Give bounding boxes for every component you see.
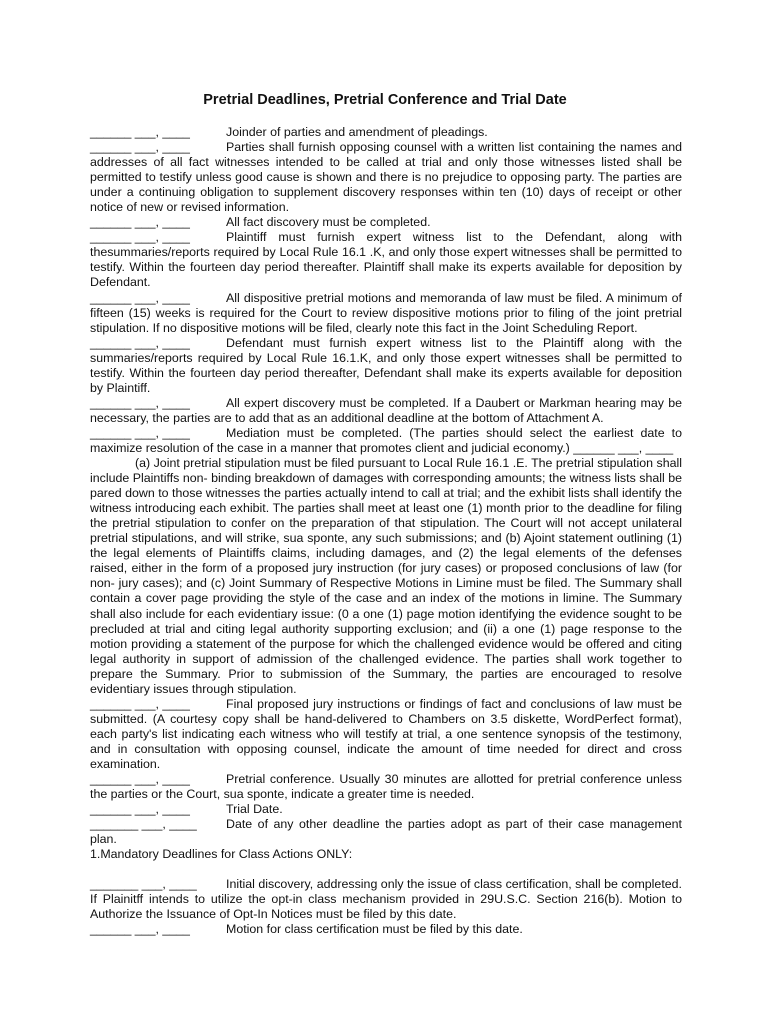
deadline-text: Plaintiff must furnish expert witness list to the Defendant, along with thesummaries/reports required by Local Rule 16.1 .K, and only those expert witnesses shall be permitted to testify. Within the fourteen day period thereafter. Plaintiff shall make its experts available for deposition by Defendant. bbox=[90, 230, 682, 290]
deadline-text: Final proposed jury instructions or findings of fact and conclusions of law must be submitted. (A courtesy copy shall be hand-delivered to Chambers on 3.5 diskette, WordPerfect format), each party's list indicating each witness who will testify at trial, a one sentence synopsis of the testimony, and in consultation with opposing counsel, indicate the amount of time needed for direct and cross examination. bbox=[90, 696, 682, 771]
deadline-entry bbox=[90, 802, 682, 817]
deadline-entry bbox=[90, 817, 682, 847]
blank-line bbox=[90, 862, 682, 877]
deadline-text: Initial discovery, addressing only the issue of class certification, shall be completed. If Plainitff intends to utilize the opt-in class mechanism provided in 29U.S.C. Section 216(b). Motion to Authorize the Issuance of Opt-In Notices must be filed by this date. bbox=[90, 877, 682, 922]
document-body bbox=[90, 125, 682, 937]
deadline-entry bbox=[90, 426, 682, 456]
class-actions-heading: 1.Mandatory Deadlines for Class Actions ONLY: bbox=[90, 847, 353, 862]
deadline-entry bbox=[90, 922, 682, 937]
date-blank: ______ ___, ____ bbox=[90, 230, 190, 245]
deadline-text: Mediation must be completed. (The parties should select the earliest date to maximize resolution of the case in a manner that promotes client and judicial economy.) ______ ___, ____ bbox=[90, 425, 682, 455]
date-blank: ______ ___, ____ bbox=[90, 215, 190, 230]
deadline-text: All dispositive pretrial motions and memoranda of law must be filed. A minimum of fifteen (15) weeks is required for the Court to review dispositive motions prior to filing of the joint pretrial stipulation. If no dispositive motions will be filed, clearly note this fact in the Joint Scheduling Report. bbox=[90, 290, 682, 335]
deadline-entry bbox=[90, 291, 682, 336]
date-blank: ______ ___, ____ bbox=[90, 335, 190, 350]
deadline-text: Pretrial conference. Usually 30 minutes are allotted for pretrial conference unless the parties or the Court, sua sponte, indicate a greater time is needed. bbox=[90, 772, 682, 802]
deadline-entry bbox=[90, 125, 682, 140]
deadline-entry bbox=[90, 215, 682, 230]
deadline-text: Defendant must furnish expert witness list to the Plaintiff along with the summaries/reports required by Local Rule 16.1.K, and only those expert witnesses shall be permitted to testify. Within the fourteen day period thereafter, Defendant shall make its experts available for deposition by Plaintiff. bbox=[90, 335, 682, 395]
deadline-entry bbox=[90, 230, 682, 290]
date-blank: ______ ___, ____ bbox=[90, 922, 190, 937]
deadline-entry bbox=[90, 396, 682, 426]
date-blank: ______ ___, ____ bbox=[90, 395, 190, 410]
deadline-text: Trial Date. bbox=[226, 802, 283, 817]
date-blank: ______ ___, ____ bbox=[90, 696, 190, 711]
deadline-text: All fact discovery must be completed. bbox=[226, 215, 431, 230]
deadline-entry bbox=[90, 877, 682, 922]
date-blank: ______ ___, ____ bbox=[90, 802, 190, 817]
date-blank: ______ ___, ____ bbox=[90, 425, 190, 440]
deadline-entry bbox=[90, 772, 682, 802]
date-blank: _______ ___, ____ bbox=[90, 877, 197, 892]
deadline-entry bbox=[90, 336, 682, 396]
date-blank: _______ ___, ____ bbox=[90, 817, 197, 832]
date-blank: ______ ___, ____ bbox=[90, 772, 190, 787]
deadline-text: Joinder of parties and amendment of pleadings. bbox=[226, 125, 488, 139]
date-blank: ______ ___, ____ bbox=[90, 290, 190, 305]
deadline-entry bbox=[90, 697, 682, 772]
deadline-text: Date of any other deadline the parties adopt as part of their case management plan. bbox=[90, 817, 682, 847]
date-blank: ______ ___, ____ bbox=[90, 125, 190, 139]
deadline-entry bbox=[90, 140, 682, 215]
deadline-text: Motion for class certification must be filed by this date. bbox=[226, 922, 523, 937]
page-title: Pretrial Deadlines, Pretrial Conference and Trial Date bbox=[203, 92, 567, 108]
deadline-text: All expert discovery must be completed. If a Daubert or Markman hearing may be necessary, the parties are to add that as an additional deadline at the bottom of Attachment A. bbox=[90, 395, 682, 425]
stipulation-paragraph: (a) Joint pretrial stipulation must be filed pursuant to Local Rule 16.1 .E. The pretrial stipulation shall include Plaintiffs non- binding breakdown of damages with corresponding amounts; the witness lists shall be pared down to those witnesses the parties actually intend to call at trial; and the exhibit lists shall identify the witness introducing each exhibit. The parties shall meet at least one (1) month prior to the deadline for filing the pretrial stipulation to confer on the preparation of that stipulation. The Court will not accept unilateral pretrial stipulations, and will strike, sua sponte, any such submissions; and (b) Ajoint statement outlining (1) the legal elements of Plaintiffs claims, including damages, and (2) the legal elements of the defenses raised, either in the form of a proposed jury instruction (for jury cases) or proposed conclusions of law (for non- jury cases); and (c) Joint Summary of Respective Motions in Limine must be filed. The Summary shall contain a cover page providing the style of the case and an index of the motions in limine. The Summary shall also include for each evidentiary issue: (0 a one (1) page motion identifying the evidence sought to be precluded at trial and citing legal authority supporting exclusion; and (ii) a one (1) page response to the motion providing a statement of the purpose for which the challenged evidence would be offered and citing legal authority in support of admission of the challenged evidence. The parties shall work together to prepare the Summary. Prior to submission of the Summary, the parties are encouraged to resolve evidentiary issues through stipulation. bbox=[90, 456, 682, 696]
date-blank: ______ ___, ____ bbox=[90, 140, 190, 155]
deadline-text: Parties shall furnish opposing counsel with a written list containing the names and addresses of all fact witnesses intended to be called at trial and only those witnesses listed shall be permitted to testify unless good cause is shown and there is no prejudice to opposing party. The parties are under a continuing obligation to supplement discovery responses within ten (10) days of receipt or other notice of new or revised information. bbox=[90, 140, 682, 215]
